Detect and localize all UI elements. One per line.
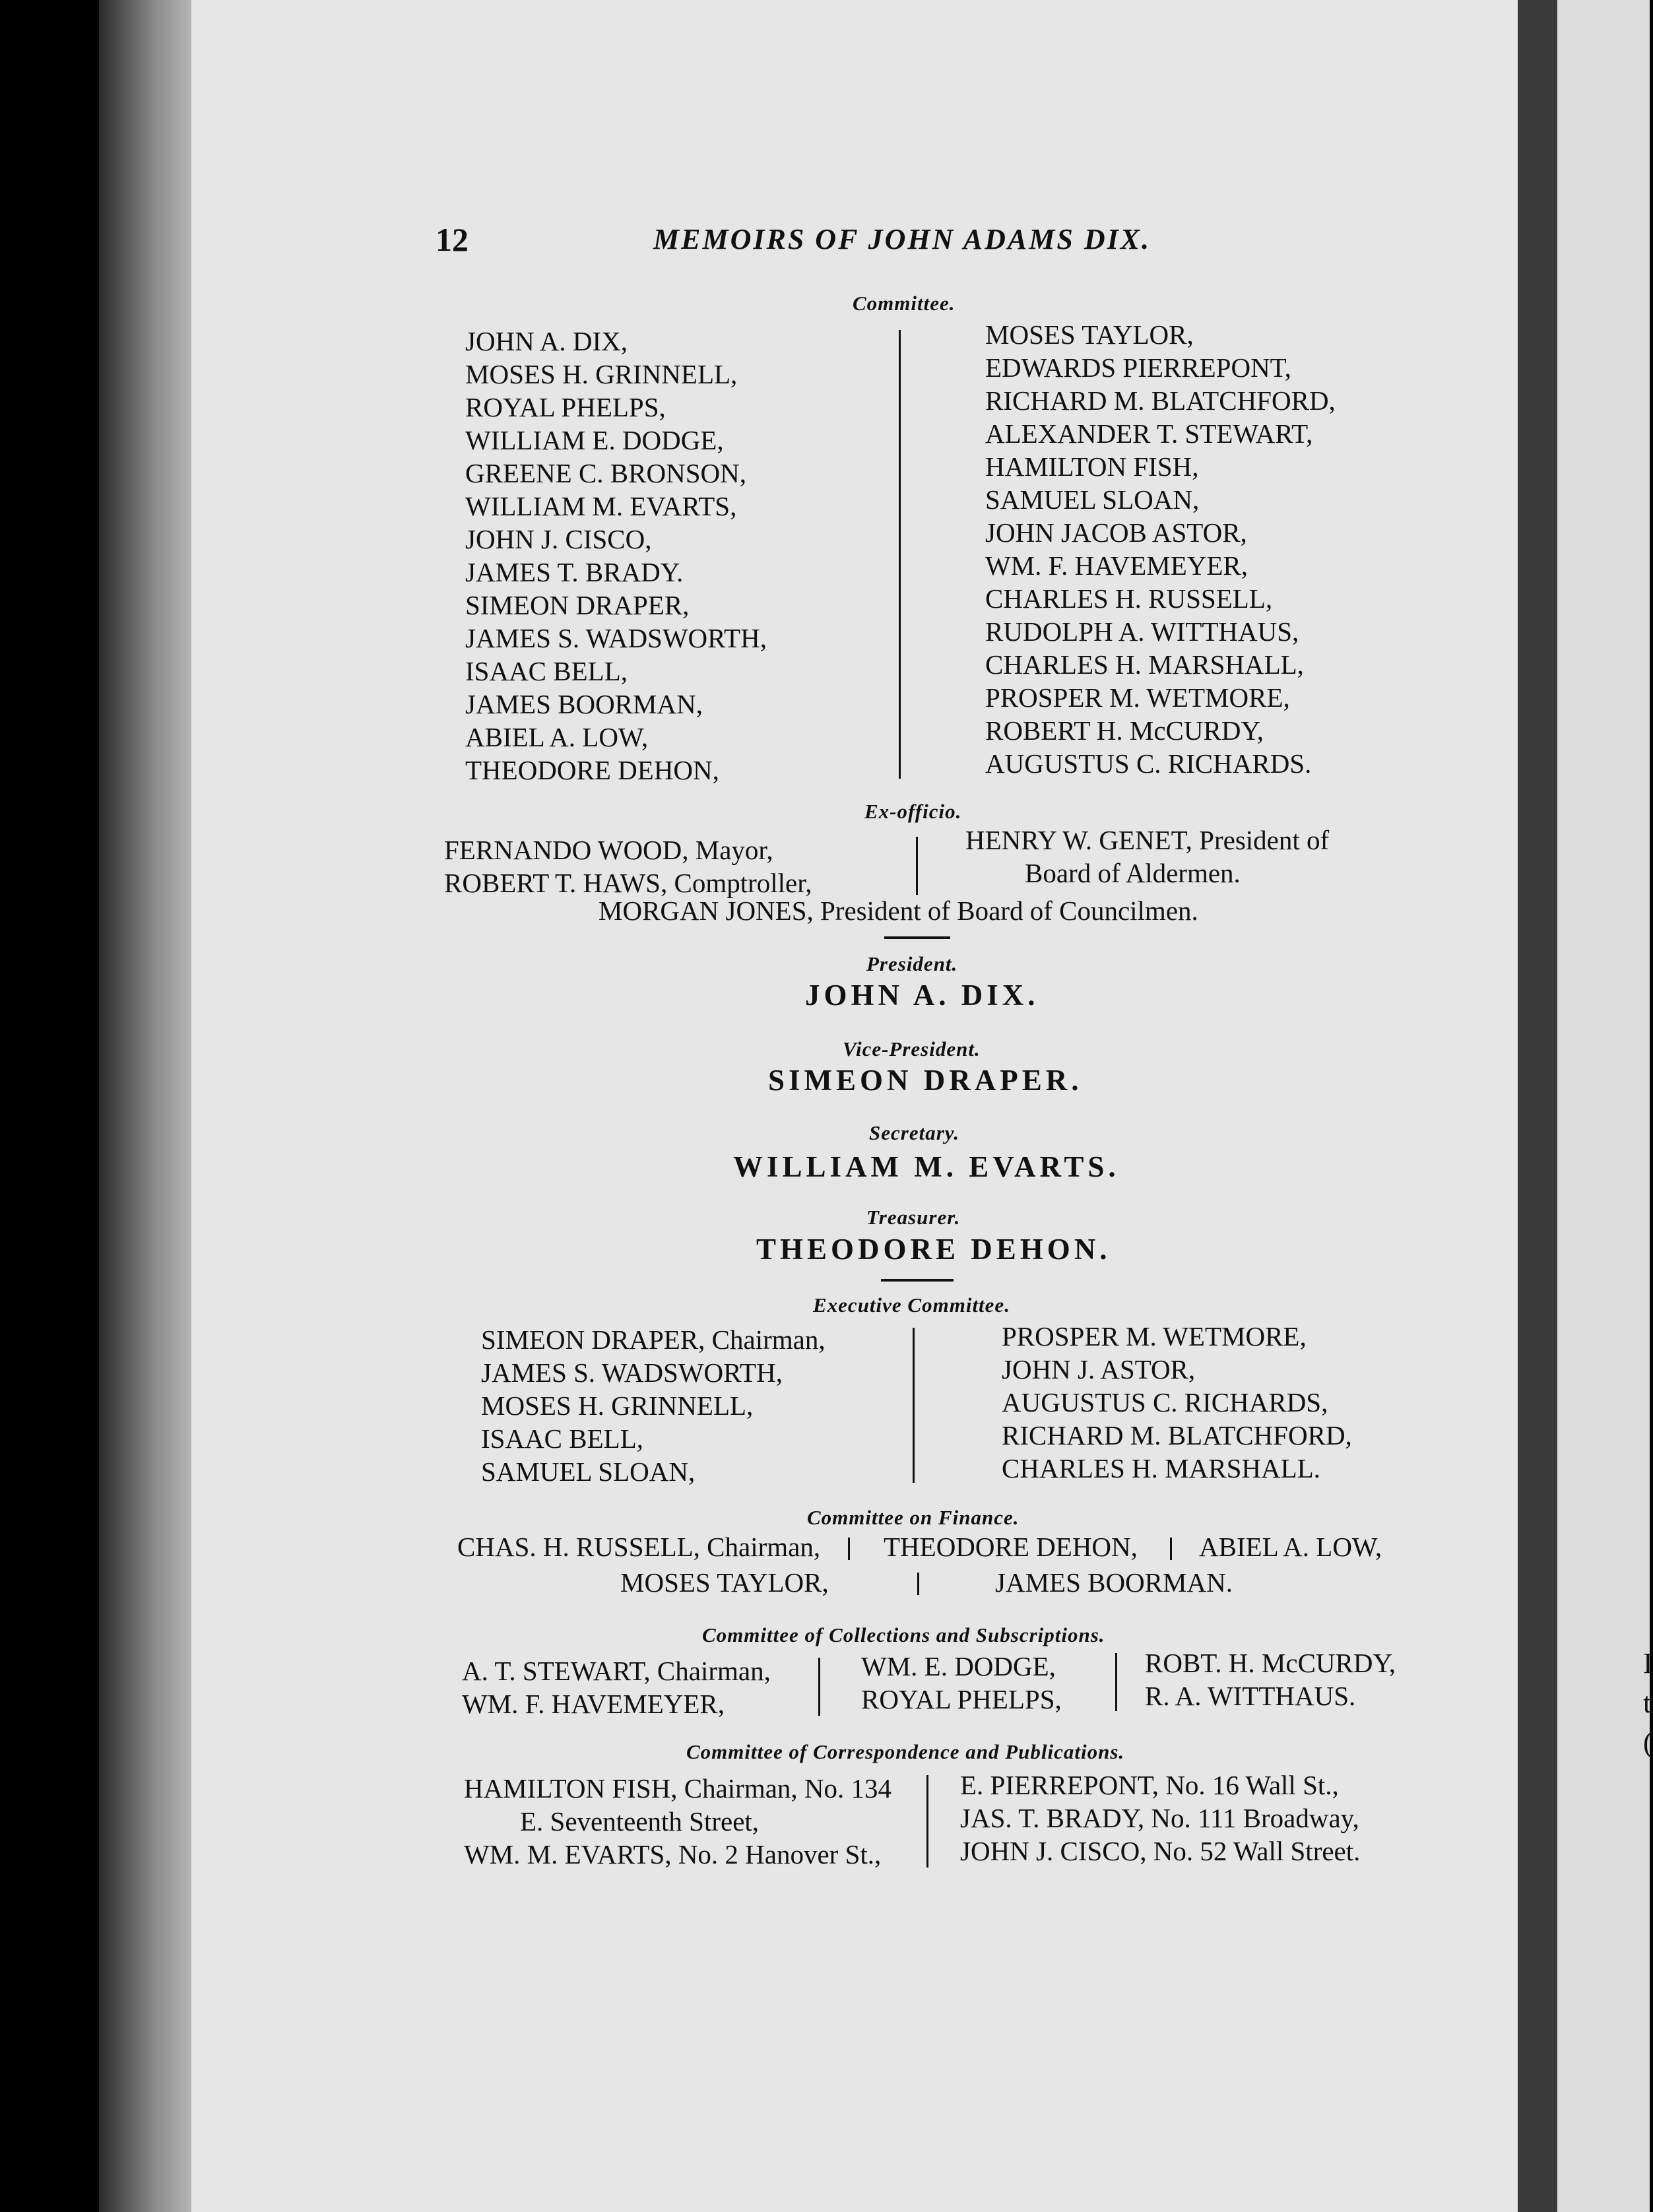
- member-name: AUGUSTUS C. RICHARDS,: [1002, 1387, 1328, 1417]
- member-name: PROSPER M. WETMORE,: [985, 682, 1290, 713]
- page-gutter: [1518, 0, 1557, 2212]
- facing-page-fragment: (: [1643, 1726, 1653, 1759]
- member-name: HENRY W. GENET, President of: [965, 825, 1330, 855]
- section-heading: Committee.: [853, 292, 956, 315]
- member-name: JOHN J. CISCO, No. 52 Wall Street.: [960, 1836, 1361, 1866]
- member-name: WILLIAM M. EVARTS,: [465, 491, 737, 521]
- section-heading: Executive Committee.: [813, 1293, 1010, 1317]
- member-name: A. T. STEWART, Chairman,: [462, 1656, 771, 1686]
- member-name: SAMUEL SLOAN,: [985, 484, 1200, 515]
- correspondence-left-column: [464, 1772, 891, 1871]
- officer-title: Secretary.: [869, 1121, 960, 1144]
- column-divider: [917, 1573, 919, 1595]
- committee-left-column: [465, 325, 767, 787]
- member-name: WM. M. EVARTS, No. 2 Hanover St.,: [464, 1839, 882, 1870]
- member-name: CHARLES H. RUSSELL,: [985, 583, 1273, 614]
- member-name: HAMILTON FISH, Chairman, No. 134: [464, 1773, 892, 1804]
- member-name: E. PIERREPONT, No. 16 Wall St.,: [960, 1770, 1339, 1800]
- member-name: SAMUEL SLOAN,: [481, 1456, 696, 1487]
- section-heading: Committee of Collections and Subscriptions.: [702, 1623, 1105, 1646]
- member-name: ALEXANDER T. STEWART,: [985, 418, 1313, 449]
- member-name: CHAS. H. RUSSELL, Chairman,: [457, 1532, 821, 1562]
- ex-officio-left: [444, 833, 812, 899]
- member-name: WM. E. DODGE,: [861, 1651, 1056, 1681]
- member-name: ROYAL PHELPS,: [465, 392, 666, 422]
- member-name: JAMES BOORMAN,: [465, 689, 703, 719]
- section-heading: Committee on Finance.: [807, 1506, 1020, 1529]
- officer-name: SIMEON DRAPER.: [768, 1064, 1083, 1097]
- member-name: JOHN J. ASTOR,: [1002, 1354, 1196, 1384]
- column-divider: [913, 1328, 915, 1483]
- member-name: MOSES TAYLOR,: [985, 319, 1194, 350]
- divider-rule: [881, 1279, 954, 1282]
- page-number: 12: [436, 221, 469, 258]
- ex-officio-right: [965, 824, 1329, 890]
- column-divider: [818, 1658, 820, 1716]
- section-heading: Ex-officio.: [864, 800, 962, 823]
- member-name: ROBERT T. HAWS, Comptroller,: [444, 868, 812, 898]
- member-name: RICHARD M. BLATCHFORD,: [1002, 1420, 1352, 1450]
- facing-page-edge: [1557, 0, 1650, 2212]
- member-name: WM. F. HAVEMEYER,: [985, 550, 1248, 581]
- member-name: WILLIAM E. DODGE,: [465, 425, 724, 455]
- member-name: JOHN J. CISCO,: [465, 524, 652, 554]
- executive-right-column: [1002, 1320, 1352, 1485]
- member-name: MOSES H. GRINNELL,: [481, 1390, 754, 1421]
- officer-name: JOHN A. DIX.: [805, 979, 1039, 1012]
- officer-title: President.: [866, 952, 958, 975]
- member-name: ABIEL A. LOW,: [465, 722, 649, 752]
- collections-column-3: [1145, 1646, 1396, 1712]
- member-name: MOSES H. GRINNELL,: [465, 359, 738, 389]
- member-name: SIMEON DRAPER, Chairman,: [481, 1324, 826, 1355]
- correspondence-right-column: [960, 1769, 1360, 1868]
- member-name: MOSES TAYLOR,: [620, 1567, 829, 1598]
- facing-page-fragment: t: [1643, 1687, 1652, 1719]
- executive-left-column: [481, 1323, 826, 1488]
- section-heading: Committee of Correspondence and Publications.: [686, 1740, 1125, 1763]
- member-name: SIMEON DRAPER,: [465, 590, 690, 620]
- collections-column-1: [462, 1654, 771, 1720]
- facing-page-fragment: I: [1643, 1647, 1653, 1679]
- binding-edge: [99, 0, 191, 2212]
- officer-name: THEODORE DEHON.: [756, 1233, 1111, 1266]
- officer-name: WILLIAM M. EVARTS.: [733, 1150, 1120, 1183]
- column-divider: [899, 330, 901, 779]
- officer-title: Treasurer.: [866, 1206, 961, 1229]
- column-divider: [1170, 1538, 1172, 1560]
- member-name: THEODORE DEHON,: [884, 1532, 1138, 1562]
- member-name: WM. F. HAVEMEYER,: [462, 1689, 725, 1719]
- column-divider: [916, 837, 918, 895]
- member-name: JAMES BOORMAN.: [995, 1567, 1233, 1598]
- member-name: Board of Aldermen.: [1025, 858, 1241, 888]
- member-name: FERNANDO WOOD, Mayor,: [444, 835, 773, 865]
- member-name: JAS. T. BRADY, No. 111 Broadway,: [960, 1803, 1359, 1833]
- member-name: ROBT. H. McCURDY,: [1145, 1648, 1396, 1678]
- member-name: ROBERT H. McCURDY,: [985, 715, 1264, 746]
- member-name: AUGUSTUS C. RICHARDS.: [985, 748, 1312, 779]
- officer-title: Vice-President.: [843, 1037, 981, 1060]
- member-name: ROYAL PHELPS,: [861, 1684, 1062, 1714]
- member-name: JAMES S. WADSWORTH,: [481, 1357, 783, 1388]
- member-name: JOHN A. DIX,: [465, 326, 628, 356]
- collections-column-2: [861, 1650, 1062, 1716]
- member-name: JAMES S. WADSWORTH,: [465, 623, 767, 653]
- member-name: MORGAN JONES, President of Board of Councilmen.: [599, 895, 1198, 926]
- member-name: RICHARD M. BLATCHFORD,: [985, 385, 1336, 416]
- column-divider: [848, 1538, 850, 1560]
- member-name: EDWARDS PIERREPONT,: [985, 352, 1291, 383]
- member-name: R. A. WITTHAUS.: [1145, 1681, 1356, 1711]
- member-name: RUDOLPH A. WITTHAUS,: [985, 616, 1299, 647]
- committee-right-column: [985, 318, 1336, 780]
- member-name: ISAAC BELL,: [465, 656, 628, 686]
- member-name: GREENE C. BRONSON,: [465, 458, 746, 488]
- member-name: E. Seventeenth Street,: [520, 1806, 760, 1837]
- member-name: ABIEL A. LOW,: [1199, 1532, 1382, 1562]
- member-name: THEODORE DEHON,: [465, 755, 719, 785]
- column-divider: [1115, 1653, 1117, 1711]
- member-name: HAMILTON FISH,: [985, 451, 1199, 482]
- member-name: CHARLES H. MARSHALL,: [985, 649, 1304, 680]
- member-name: JOHN JACOB ASTOR,: [985, 517, 1247, 548]
- member-name: CHARLES H. MARSHALL.: [1002, 1453, 1320, 1483]
- running-title: MEMOIRS OF JOHN ADAMS DIX.: [653, 223, 1151, 255]
- member-name: JAMES T. BRADY.: [465, 557, 684, 587]
- member-name: PROSPER M. WETMORE,: [1002, 1321, 1307, 1351]
- member-name: ISAAC BELL,: [481, 1423, 643, 1454]
- divider-rule: [884, 936, 950, 939]
- column-divider: [926, 1775, 928, 1868]
